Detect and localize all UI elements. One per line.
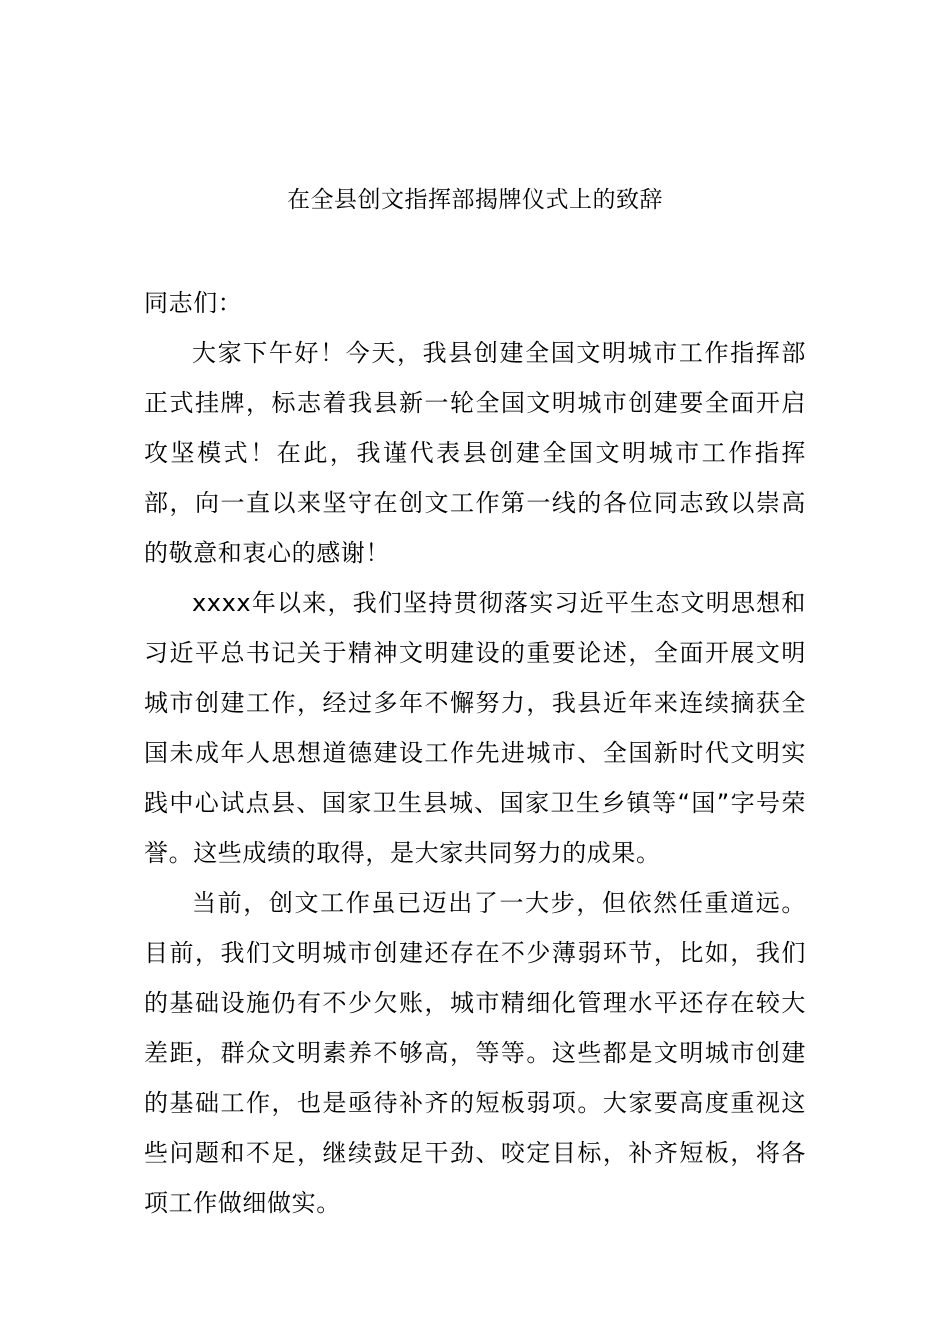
document-body bbox=[144, 278, 806, 1228]
paragraph-achievements: xxxx年以来，我们坚持贯彻落实习近平生态文明思想和习近平总书记关于精神文明建设的重要论述，全面开展文明城市创建工作，经过多年不懈努力，我县近年来连续摘获全国未成年人思想道德建设工作先进城市、全国新时代文明实践中心试点县、国家卫生县城、国家卫生乡镇等“国”字号荣誉。这些成绩的取得，是大家共同努力的成果。 bbox=[144, 589, 806, 867]
document-title: 在全县创文指挥部揭牌仪式上的致辞 bbox=[287, 187, 663, 213]
salutation: 同志们： bbox=[144, 289, 243, 317]
paragraph-challenges: 当前，创文工作虽已迈出了一大步，但依然任重道远。目前，我们文明城市创建还存在不少薄弱环节，比如，我们的基础设施仍有不少欠账，城市精细化管理水平还存在较大差距，群众文明素养不够高，等等。这些都是文明城市创建的基础工作，也是亟待补齐的短板弱项。大家要高度重视这些问题和不足，继续鼓足干劲、咬定目标，补齐短板，将各项工作做细做实。 bbox=[144, 889, 806, 1217]
paragraph-greeting: 大家下午好！今天，我县创建全国文明城市工作指挥部正式挂牌，标志着我县新一轮全国文明城市创建要全面开启攻坚模式！在此，我谨代表县创建全国文明城市工作指挥部，向一直以来坚守在创文工作第一线的各位同志致以崇高的敬意和衷心的感谢！ bbox=[144, 339, 806, 567]
